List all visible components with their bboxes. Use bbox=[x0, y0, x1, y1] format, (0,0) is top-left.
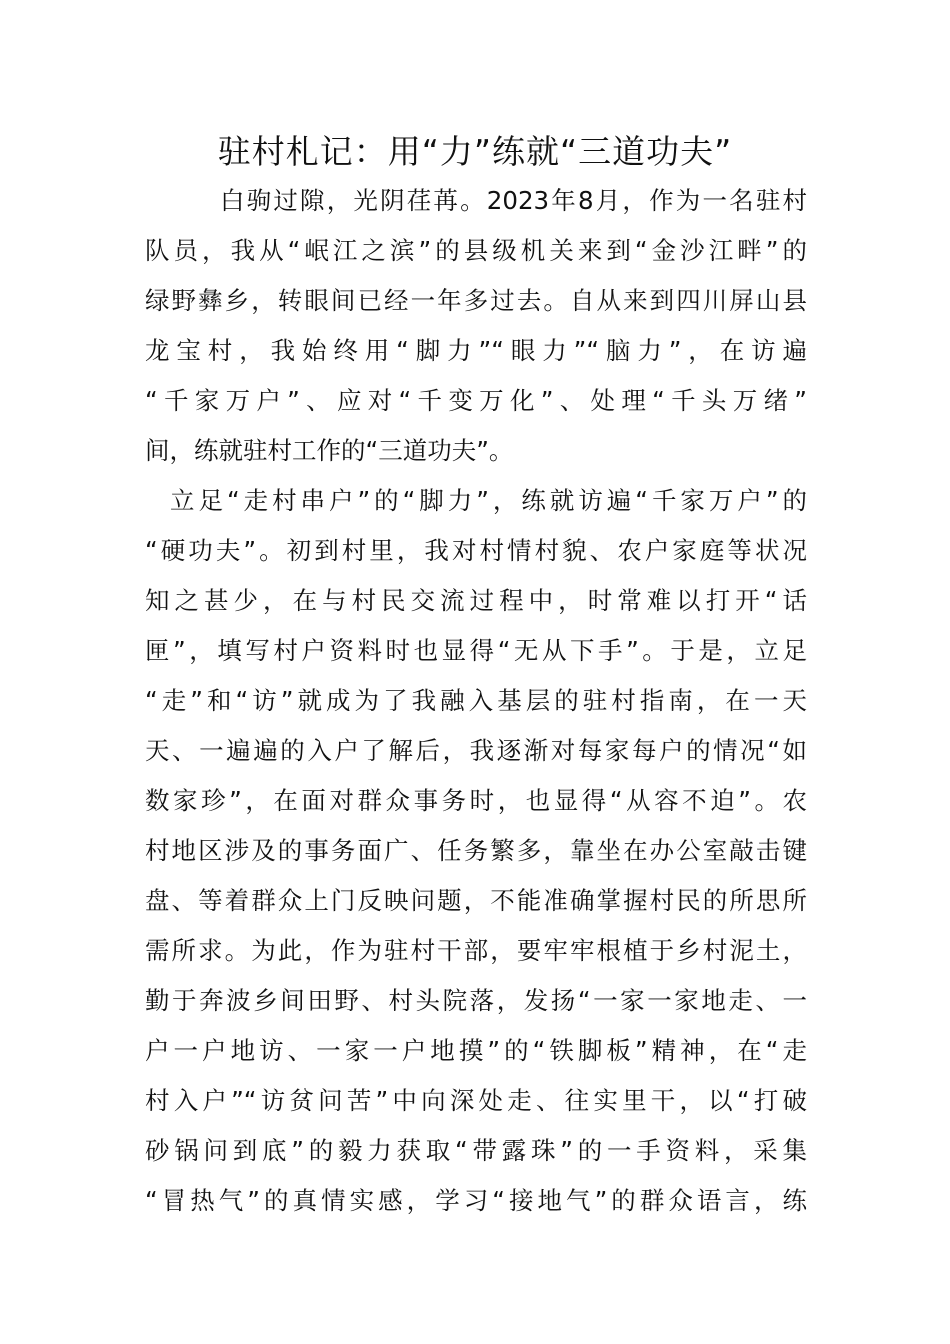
document-title: 驻村札记：用“力”练就“三道功夫” bbox=[217, 132, 733, 171]
paragraph-2-line-1: 立足“走村串户”的“脚力”，练就访遍“千家万户”的 bbox=[170, 486, 807, 515]
paragraph-2-line-15: “冒热气”的真情实感，学习“接地气”的群众语言，练 bbox=[145, 1186, 807, 1215]
paragraph-1-line-3: 绿野彝乡，转眼间已经一年多过去。自从来到四川屏山县 bbox=[145, 286, 807, 315]
paragraph-1-line-5: “千家万户”、应对“千变万化”、处理“千头万绪” bbox=[145, 386, 807, 415]
paragraph-1-line-2: 队员，我从“岷江之滨”的县级机关来到“金沙江畔”的 bbox=[145, 236, 807, 265]
paragraph-2-line-4: 匣”，填写村户资料时也显得“无从下手”。于是，立足 bbox=[145, 636, 807, 665]
paragraph-2-line-7: 数家珍”，在面对群众事务时，也显得“从容不迫”。农 bbox=[145, 786, 807, 815]
paragraph-2-line-8: 村地区涉及的事务面广、任务繁多，靠坐在办公室敲击键 bbox=[145, 836, 807, 865]
paragraph-2-line-3: 知之甚少，在与村民交流过程中，时常难以打开“话 bbox=[145, 586, 807, 615]
paragraph-2-line-6: 天、一遍遍的入户了解后，我逐渐对每家每户的情况“如 bbox=[145, 736, 807, 765]
paragraph-2-line-5: “走”和“访”就成为了我融入基层的驻村指南，在一天 bbox=[145, 686, 807, 715]
paragraph-1-line-1: 白驹过隙，光阴荏苒。2023年8月，作为一名驻村 bbox=[220, 186, 807, 215]
paragraph-2-line-2: “硬功夫”。初到村里，我对村情村貌、农户家庭等状况 bbox=[145, 536, 807, 565]
paragraph-2-line-14: 砂锅问到底”的毅力获取“带露珠”的一手资料，采集 bbox=[145, 1136, 807, 1165]
paragraph-2-line-9: 盘、等着群众上门反映问题，不能准确掌握村民的所思所 bbox=[145, 886, 807, 915]
paragraph-2-line-12: 户一户地访、一家一户地摸”的“铁脚板”精神，在“走 bbox=[145, 1036, 807, 1065]
paragraph-2-line-10: 需所求。为此，作为驻村干部，要牢牢根植于乡村泥土， bbox=[145, 936, 807, 965]
paragraph-2-line-11: 勤于奔波乡间田野、村头院落，发扬“一家一家地走、一 bbox=[145, 986, 807, 1015]
paragraph-1-line-4: 龙宝村，我始终用“脚力”“眼力”“脑力”，在访遍 bbox=[145, 336, 807, 365]
paragraph-1-line-6: 间，练就驻村工作的“三道功夫”。 bbox=[145, 436, 514, 465]
paragraph-2-line-13: 村入户”“访贫问苦”中向深处走、往实里干，以“打破 bbox=[145, 1086, 807, 1115]
